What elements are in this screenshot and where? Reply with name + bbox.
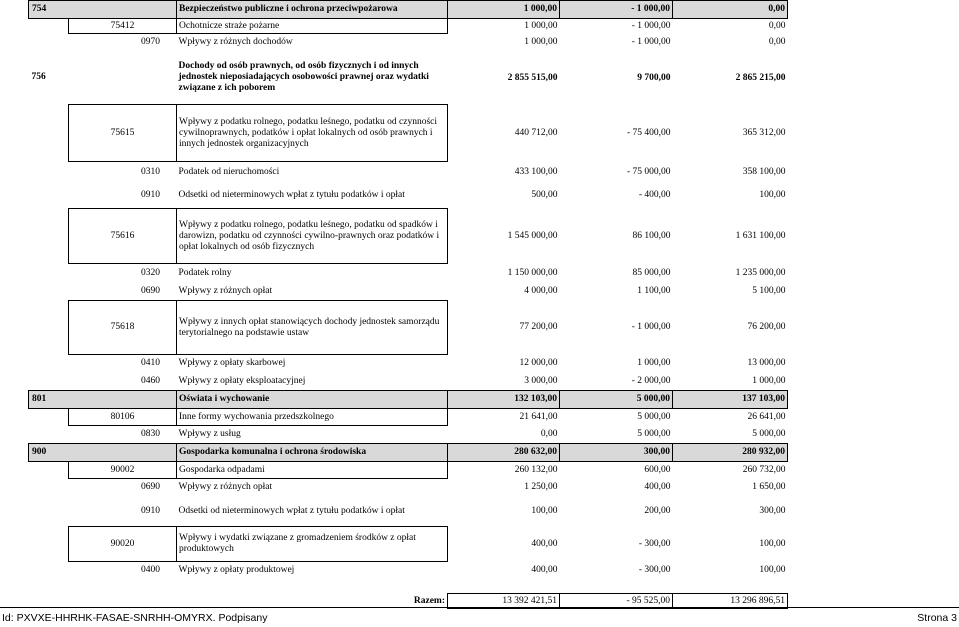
change-value: 5 000,00 — [560, 391, 673, 409]
table-row — [29, 462, 788, 479]
after-change-value: 26 641,00 — [747, 411, 786, 422]
after-change-value: 300,00 — [759, 506, 786, 516]
table-row — [29, 183, 788, 209]
dzial-code: 756 — [31, 72, 46, 83]
change-value: 400,00 — [644, 482, 671, 492]
change-value: - 2 000,00 — [631, 375, 671, 386]
row-description: Wpływy z różnych opłat — [178, 285, 273, 296]
rozdzial-code: 90002 — [69, 462, 177, 479]
row-description: Wpływy z opłaty eksploatacyjnej — [178, 375, 306, 386]
change-value: - 300,00 — [638, 538, 671, 549]
change-value: - 1 000,00 — [631, 37, 671, 47]
after-change-value: 13 000,00 — [747, 358, 786, 368]
row-description: Wpływy z różnych opłat — [178, 482, 273, 493]
plan-value: 433 100,00 — [514, 166, 558, 177]
blank-cell — [69, 497, 125, 527]
change-value: 1 100,00 — [637, 286, 671, 296]
after-change-value: 137 103,00 — [673, 391, 788, 409]
change-value: - 1 000,00 — [631, 322, 671, 332]
row-description: Inne formy wychowania przedszkolnego — [177, 409, 448, 426]
blank-cell — [69, 479, 125, 497]
spacer-row — [29, 579, 788, 594]
blank-cell — [69, 264, 125, 283]
after-change-value: 100,00 — [759, 564, 786, 575]
row-description: Bezpieczeństwo publiczne i ochrona przeciwpożarowa — [177, 1, 448, 19]
blank-cell — [69, 162, 125, 183]
blank-cell — [29, 462, 69, 479]
row-description: Odsetki od nieterminowych wpłat z tytułu podatków i opłat — [178, 505, 405, 516]
plan-value: 4 000,00 — [524, 286, 558, 296]
paragraf-code: 0410 — [141, 358, 160, 369]
table-row — [29, 105, 788, 162]
blank-cell — [29, 209, 69, 264]
after-change-value: 0,00 — [673, 1, 788, 19]
blank-cell — [69, 426, 125, 444]
table-row — [29, 373, 788, 391]
plan-value: 77 200,00 — [519, 322, 558, 332]
plan-value: 1 250,00 — [524, 482, 558, 492]
row-description: Ochotnicze straże pożarne — [177, 19, 448, 34]
rozdzial-code: 90020 — [69, 527, 177, 562]
plan-value: 400,00 — [531, 538, 558, 549]
plan-value: 1 000,00 — [524, 37, 558, 47]
change-value: - 300,00 — [638, 564, 671, 575]
after-change-value: 0,00 — [768, 20, 786, 31]
after-change-value: 2 865 215,00 — [735, 72, 786, 83]
after-change-value: 1 650,00 — [752, 482, 786, 492]
table-row — [29, 355, 788, 373]
after-change-value: 1 000,00 — [752, 375, 786, 386]
plan-value: 21 641,00 — [519, 411, 558, 422]
table-row — [29, 527, 788, 562]
blank-cell — [69, 562, 125, 579]
table-row — [29, 409, 788, 426]
row-description: Gospodarka komunalna i ochrona środowiska — [177, 444, 448, 462]
row-description: Gospodarka odpadami — [177, 462, 448, 479]
page-footer — [0, 607, 959, 627]
paragraf-code: 0310 — [141, 166, 160, 177]
plan-value: 12 000,00 — [519, 358, 558, 368]
table-row — [29, 562, 788, 579]
after-change-value: 5 100,00 — [752, 286, 786, 296]
plan-value: 400,00 — [531, 564, 558, 575]
blank-cell — [29, 579, 788, 594]
blank-cell — [29, 34, 69, 52]
budget-table — [28, 0, 788, 609]
row-description: Dochody od osób prawnych, od osób fizycznych i od innych jednostek nieposiadających osobowości prawnej oraz wydatki związane z ich poborem — [178, 61, 429, 94]
total-change-value: - 95 525,00 — [560, 594, 673, 609]
blank-cell — [29, 355, 69, 373]
paragraf-code: 0320 — [141, 267, 160, 278]
plan-value: 280 632,00 — [448, 444, 560, 462]
table-row — [29, 52, 788, 105]
blank-cell — [29, 19, 69, 34]
row-description: Podatek od nieruchomości — [178, 166, 280, 177]
change-value: - 75 400,00 — [626, 127, 671, 138]
row-description: Wpływy z opłaty produktowej — [178, 564, 295, 575]
change-value: 300,00 — [560, 444, 673, 462]
paragraf-code: 0910 — [141, 505, 160, 516]
paragraf-code: 0690 — [141, 285, 160, 296]
plan-value: 440 712,00 — [514, 127, 558, 138]
after-change-value: 1 631 100,00 — [735, 230, 786, 241]
blank-cell — [29, 301, 69, 355]
change-value: 85 000,00 — [632, 267, 671, 278]
after-change-value: 0,00 — [768, 37, 786, 47]
blank-cell — [69, 355, 125, 373]
blank-cell — [29, 283, 69, 301]
budget-table-body — [29, 1, 788, 609]
row-description: Oświata i wychowanie — [177, 391, 448, 409]
total-plan-value: 13 392 421,51 — [448, 594, 560, 609]
blank-cell — [69, 183, 125, 209]
blank-cell — [29, 183, 69, 209]
change-value: 600,00 — [644, 464, 671, 475]
rozdzial-code: 75412 — [69, 19, 177, 34]
paragraf-code: 0970 — [141, 37, 160, 48]
change-value: - 400,00 — [638, 190, 671, 200]
row-description: Wpływy z podatku rolnego, podatku leśnego, podatku od czynności cywilnoprawnych, podatków i opłat lokalnych od osób prawnych i innych jednostek organizacyjnych — [177, 105, 448, 162]
blank-cell — [29, 562, 69, 579]
change-value: 1 000,00 — [637, 358, 671, 368]
after-change-value: 1 235 000,00 — [735, 267, 786, 278]
rozdzial-code: 75616 — [69, 209, 177, 264]
table-row — [29, 283, 788, 301]
table-row — [29, 444, 788, 462]
table-row — [29, 479, 788, 497]
blank-cell — [29, 373, 69, 391]
after-change-value: 358 100,00 — [742, 166, 786, 177]
row-description: Wpływy z podatku rolnego, podatku leśnego, podatku od spadków i darowizn, podatku od czynności cywilno-prawnych oraz podatków i opłat lokalnych od osób fizycznych — [177, 209, 448, 264]
plan-value: 100,00 — [531, 506, 558, 516]
row-description: Wpływy z innych opłat stanowiących dochody jednostek samorządu terytorialnego na podstawie ustaw — [177, 301, 448, 355]
paragraf-code: 0690 — [141, 482, 160, 493]
rozdzial-code: 75615 — [69, 105, 177, 162]
blank-cell — [69, 373, 125, 391]
document-id: Id: PXVXE-HHRHK-FASAE-SNRHH-OMYRX. Podpisany — [2, 612, 268, 624]
blank-cell — [29, 264, 69, 283]
table-row — [29, 19, 788, 34]
total-after-change-value: 13 296 896,51 — [673, 594, 788, 609]
row-description: Podatek rolny — [178, 267, 232, 278]
change-value: - 1 000,00 — [560, 1, 673, 19]
rozdzial-code: 75618 — [69, 301, 177, 355]
change-value: 9 700,00 — [637, 72, 671, 83]
plan-value: 1 545 000,00 — [507, 230, 558, 241]
blank-cell — [29, 105, 69, 162]
table-row — [29, 391, 788, 409]
change-value: - 1 000,00 — [631, 20, 671, 31]
paragraf-code: 0830 — [141, 429, 160, 439]
blank-cell — [29, 426, 69, 444]
table-row — [29, 497, 788, 527]
plan-value: 0,00 — [540, 428, 558, 439]
page-number: Strona 3 — [917, 612, 957, 624]
change-value: 86 100,00 — [632, 230, 671, 241]
table-row — [29, 34, 788, 52]
plan-value: 1 150 000,00 — [507, 267, 558, 278]
blank-cell — [29, 479, 69, 497]
plan-value: 260 132,00 — [514, 464, 558, 475]
row-description: Wpływy z opłaty skarbowej — [178, 358, 286, 369]
plan-value: 3 000,00 — [524, 375, 558, 386]
table-row — [29, 426, 788, 444]
table-row — [29, 1, 788, 19]
table-row — [29, 301, 788, 355]
after-change-value: 280 932,00 — [673, 444, 788, 462]
blank-cell — [29, 409, 69, 426]
after-change-value: 76 200,00 — [747, 322, 786, 332]
change-value: 5 000,00 — [637, 428, 671, 439]
after-change-value: 100,00 — [759, 190, 786, 200]
table-row — [29, 162, 788, 183]
table-row — [29, 209, 788, 264]
dzial-code: 801 — [29, 391, 177, 409]
dzial-code: 900 — [29, 444, 177, 462]
rozdzial-code: 80106 — [69, 409, 177, 426]
change-value: - 75 000,00 — [626, 166, 671, 177]
plan-value: 132 103,00 — [448, 391, 560, 409]
blank-cell — [29, 527, 69, 562]
change-value: 200,00 — [644, 506, 671, 516]
change-value: 5 000,00 — [637, 411, 671, 422]
paragraf-code: 0400 — [141, 564, 160, 575]
row-description: Wpływy i wydatki związane z gromadzeniem środków z opłat produktowych — [177, 527, 448, 562]
row-description: Wpływy z usług — [178, 429, 241, 439]
row-description: Wpływy z różnych dochodów — [178, 37, 293, 48]
after-change-value: 5 000,00 — [752, 428, 786, 439]
blank-cell — [29, 497, 69, 527]
plan-value: 1 000,00 — [448, 1, 560, 19]
blank-cell — [29, 162, 69, 183]
paragraf-code: 0910 — [141, 189, 160, 200]
plan-value: 1 000,00 — [524, 20, 558, 31]
plan-value: 2 855 515,00 — [507, 72, 558, 83]
after-change-value: 100,00 — [759, 538, 786, 549]
table-row — [29, 264, 788, 283]
blank-cell — [69, 34, 125, 52]
after-change-value: 260 732,00 — [742, 464, 786, 475]
dzial-code: 754 — [29, 1, 177, 19]
row-description: Odsetki od nieterminowych wpłat z tytułu podatków i opłat — [178, 189, 405, 200]
plan-value: 500,00 — [531, 190, 558, 200]
paragraf-code: 0460 — [141, 375, 160, 386]
blank-cell — [69, 283, 125, 301]
total-label: Razem: — [413, 595, 445, 606]
after-change-value: 365 312,00 — [742, 127, 786, 138]
